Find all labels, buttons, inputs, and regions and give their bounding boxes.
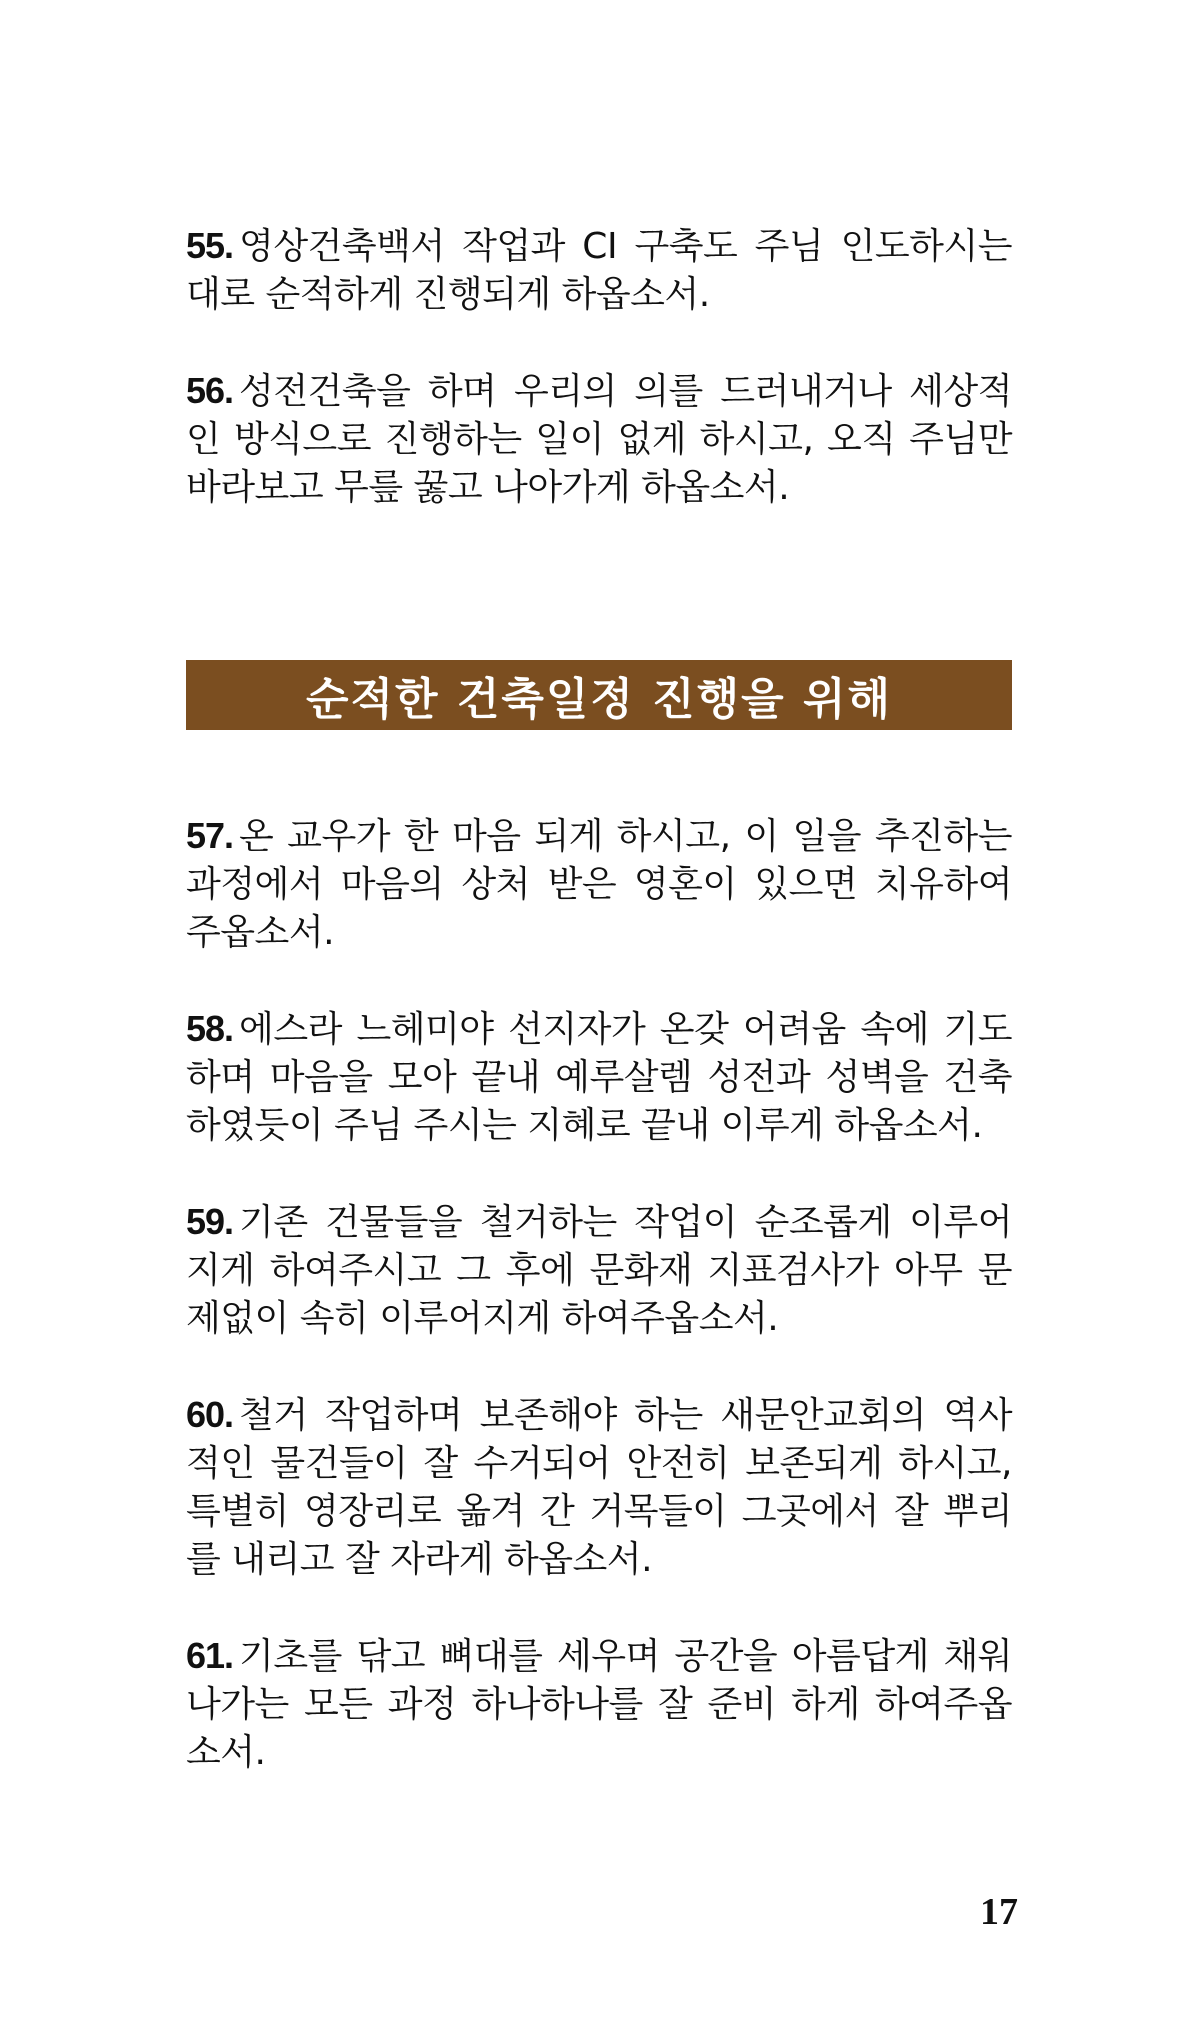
item-text: 철거 작업하며 보존해야 하는 새문안교회의 역사적인 물건들이 잘 수거되어 안전히 보존되게 하시고, 특별히 영장리로 옮겨 간 거목들이 그곳에서 잘 뿌리를 내리고 잘 자라게 하옵소서.	[186, 1395, 1012, 1580]
item-number: 55.	[186, 225, 234, 266]
item-number: 60.	[186, 1394, 234, 1435]
item-number: 61.	[186, 1635, 234, 1676]
section-header	[186, 660, 1012, 730]
section-title: 순적한 건축일정 진행을 위해	[305, 674, 892, 725]
prayer-item-58	[186, 1005, 1012, 1150]
page-number: 17	[980, 1891, 1018, 1933]
item-text: 온 교우가 한 마음 되게 하시고, 이 일을 추진하는 과정에서 마음의 상처 받은 영혼이 있으면 치유하여 주옵소서.	[186, 816, 1012, 953]
item-text: 기존 건물들을 철거하는 작업이 순조롭게 이루어지게 하여주시고 그 후에 문화재 지표검사가 아무 문제없이 속히 이루어지게 하여주옵소서.	[186, 1202, 1012, 1339]
prayer-item-60	[186, 1391, 1012, 1584]
item-text: 에스라 느헤미야 선지자가 온갖 어려움 속에 기도하며 마음을 모아 끝내 예루살렘 성전과 성벽을 건축하였듯이 주님 주시는 지혜로 끝내 이루게 하옵소서.	[186, 1009, 1012, 1146]
item-number: 59.	[186, 1201, 234, 1242]
item-number: 58.	[186, 1008, 234, 1049]
item-text: 기초를 닦고 뼈대를 세우며 공간을 아름답게 채워나가는 모든 과정 하나하나를 잘 준비 하게 하여주옵소서.	[186, 1636, 1012, 1773]
item-number: 57.	[186, 815, 234, 856]
prayer-item-56	[186, 367, 1012, 512]
prayer-item-57	[186, 812, 1012, 957]
prayer-list-top	[186, 222, 1012, 512]
item-text: 성전건축을 하며 우리의 의를 드러내거나 세상적인 방식으로 진행하는 일이 없게 하시고, 오직 주님만 바라보고 무릎 꿇고 나아가게 하옵소서.	[186, 371, 1012, 508]
item-text: 영상건축백서 작업과 CI 구축도 주님 인도하시는 대로 순적하게 진행되게 하옵소서.	[186, 226, 1012, 315]
prayer-item-59	[186, 1198, 1012, 1343]
prayer-list-bottom	[186, 812, 1012, 1777]
prayer-item-55	[186, 222, 1012, 319]
item-number: 56.	[186, 370, 234, 411]
prayer-item-61	[186, 1632, 1012, 1777]
